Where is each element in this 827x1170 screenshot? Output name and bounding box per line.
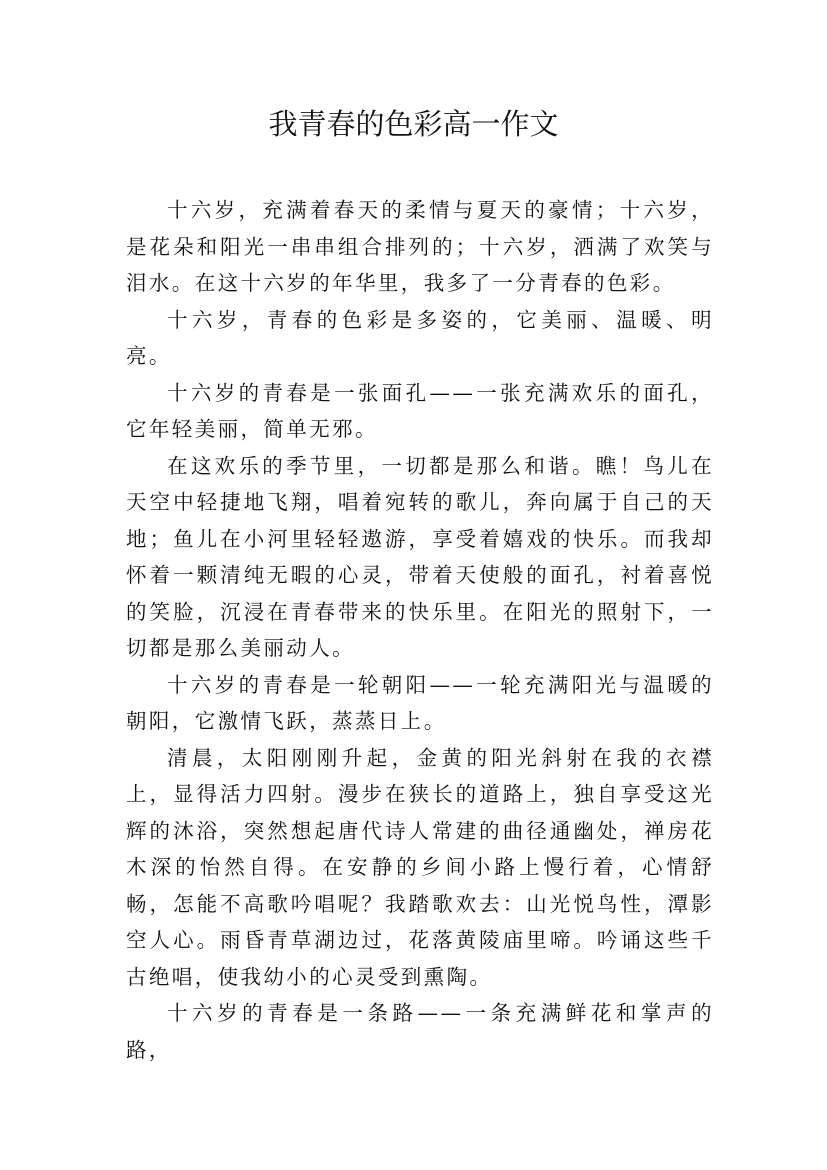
paragraph: 在这欢乐的季节里，一切都是那么和谐。瞧！鸟儿在天空中轻捷地飞翔，唱着宛转的歌儿，奔向属于自己的天地；鱼儿在小河里轻轻遨游，享受着嬉戏的快乐。而我却怀着一颗清纯无暇的心灵，带着天使般的面孔，衬着喜悦的笑脸，沉浸在青春带来的快乐里。在阳光的照射下，一切都是那么美丽动人。 — [126, 453, 714, 660]
paragraph: 清晨，太阳刚刚升起，金黄的阳光斜射在我的衣襟上，显得活力四射。漫步在狭长的道路上，独自享受这光辉的沐浴，突然想起唐代诗人常建的曲径通幽处，禅房花木深的怡然自得。在安静的乡间小路上慢行着，心情舒畅，怎能不高歌吟唱呢？我踏歌欢去：山光悦鸟性，潭影空人心。雨昏青草湖边过，花落黄陵庙里啼。吟诵这些千古绝唱，使我幼小的心灵受到熏陶。 — [126, 745, 714, 989]
paragraph: 十六岁的青春是一条路——一条充满鲜花和掌声的路， — [126, 1001, 714, 1062]
document-body — [126, 192, 714, 1068]
paragraph: 十六岁的青春是一张面孔——一张充满欢乐的面孔，它年轻美丽，简单无邪。 — [126, 380, 714, 441]
document-title: 我青春的色彩高一作文 — [268, 107, 559, 141]
paragraph: 十六岁，充满着春天的柔情与夏天的豪情；十六岁，是花朵和阳光一串串组合排列的；十六岁，洒满了欢笑与泪水。在这十六岁的年华里，我多了一分青春的色彩。 — [126, 198, 714, 295]
paragraph: 十六岁的青春是一轮朝阳——一轮充满阳光与温暖的朝阳，它激情飞跃，蒸蒸日上。 — [126, 672, 714, 733]
paragraph: 十六岁，青春的色彩是多姿的，它美丽、温暖、明亮。 — [126, 307, 714, 368]
